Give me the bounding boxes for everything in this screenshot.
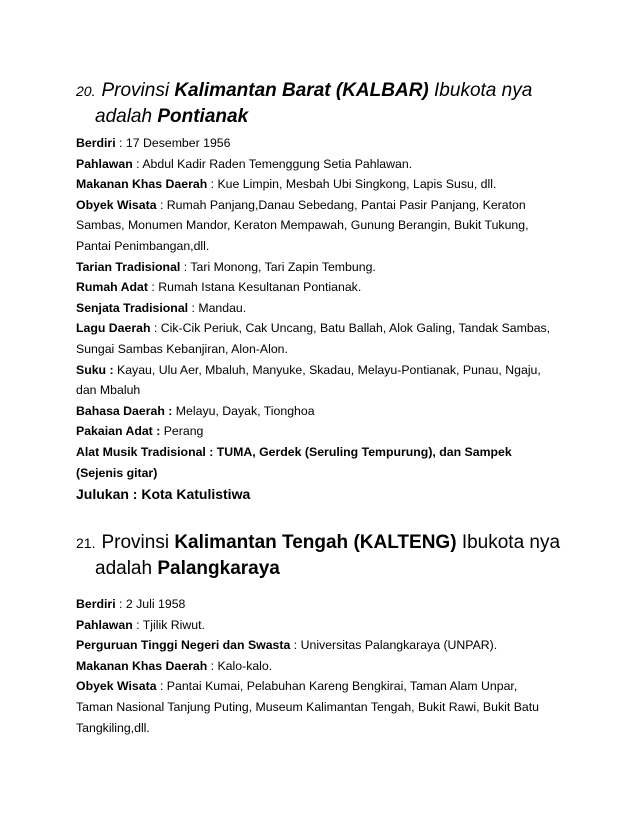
info-label: Lagu Daerah xyxy=(76,321,151,336)
info-value: Sungai Sambas Kebanjiran, Alon-Alon. xyxy=(76,341,288,356)
info-sep: : xyxy=(115,597,126,611)
info-line xyxy=(76,718,576,739)
section-20-line2-prefix: adalah xyxy=(95,106,153,127)
info-value: Kayau, Ulu Aer, Mbaluh, Manyuke, Skadau, Melayu-Pontianak, Punau, Ngaju, xyxy=(117,362,541,377)
info-value: Universitas Palangkaraya (UNPAR). xyxy=(300,638,498,653)
info-value: Kue Limpin, Mesbah Ubi Singkong, Lapis Susu, dll. xyxy=(217,177,497,192)
info-line xyxy=(76,401,576,422)
info-label: Senjata Tradisional xyxy=(76,300,189,315)
section-21-body xyxy=(76,594,576,738)
info-value: Taman Nasional Tanjung Puting, Museum Kalimantan Tengah, Bukit Rawi, Bukit Batu xyxy=(76,699,539,714)
section-21-capital-label: Ibukota nya xyxy=(461,532,561,553)
info-sep: : xyxy=(147,280,159,295)
section-21-line2-prefix: adalah xyxy=(95,558,153,579)
section-20-heading xyxy=(76,78,576,129)
info-line xyxy=(76,215,576,236)
info-line xyxy=(76,339,576,360)
info-line xyxy=(76,133,576,154)
info-value: Perang xyxy=(163,424,204,439)
info-value: dan Mbaluh xyxy=(76,383,141,398)
info-sep: : xyxy=(156,679,167,694)
info-sep: : xyxy=(188,300,199,315)
info-label: Obyek Wisata xyxy=(76,197,157,212)
info-line xyxy=(76,236,576,257)
info-sep: : xyxy=(290,638,301,653)
info-value: Tjilik Riwut. xyxy=(142,617,205,632)
info-value: 17 Desember 1956 xyxy=(125,136,231,150)
info-line xyxy=(76,298,576,319)
info-line xyxy=(76,380,576,401)
section-20-capital-label: Ibukota nya xyxy=(434,80,533,101)
info-label: Rumah Adat xyxy=(76,280,148,295)
info-line xyxy=(76,195,576,216)
info-value: Tangkiling,dll. xyxy=(76,720,150,735)
info-label: Berdiri xyxy=(76,597,116,611)
info-line xyxy=(76,697,576,718)
info-value: Pantai Penimbangan,dll. xyxy=(76,238,210,253)
info-sep: : xyxy=(115,136,126,150)
info-line xyxy=(76,421,576,442)
section-21-province-name: Kalimantan Tengah (KALTENG) xyxy=(174,532,457,553)
info-value: Pantai Kumai, Pelabuhan Kareng Bengkirai, Taman Alam Unpar, xyxy=(166,679,518,694)
alat-musik-line-continued: (Sejenis gitar) xyxy=(76,465,158,480)
section-21-heading-line2 xyxy=(76,556,576,581)
info-line xyxy=(76,257,576,278)
info-line xyxy=(76,174,576,195)
info-value: Sambas, Monumen Mandor, Keraton Mempawah, Gunung Berangin, Bukit Tukung, xyxy=(76,218,529,233)
info-line xyxy=(76,635,576,656)
info-label: Pahlawan xyxy=(76,156,133,171)
info-label: Perguruan Tinggi Negeri dan Swasta xyxy=(76,638,291,653)
section-20-capital: Pontianak xyxy=(157,106,249,127)
info-value: Abdul Kadir Raden Temenggung Setia Pahlawan. xyxy=(142,156,413,171)
info-label: Suku : xyxy=(76,362,114,377)
info-line xyxy=(76,360,576,381)
section-20-heading-line2 xyxy=(76,104,576,129)
info-sep: : xyxy=(180,259,191,274)
section-20-body xyxy=(76,133,576,505)
info-line xyxy=(76,676,576,697)
info-label: Berdiri xyxy=(76,136,116,150)
info-label: Pakaian Adat : xyxy=(76,424,161,439)
info-sep: : xyxy=(207,658,218,673)
info-sep: : xyxy=(207,177,218,192)
info-value: Cik-Cik Periuk, Cak Uncang, Batu Ballah, Alok Galing, Tandak Sambas, xyxy=(160,321,551,336)
info-label: Bahasa Daerah : xyxy=(76,403,173,418)
section-21-capital: Palangkaraya xyxy=(157,558,280,579)
info-line xyxy=(76,154,576,175)
section-21-number: 21. xyxy=(76,535,96,551)
info-line xyxy=(76,594,576,615)
section-20-lead: Provinsi xyxy=(101,80,170,101)
info-sep: : xyxy=(132,617,143,632)
info-line xyxy=(76,318,576,339)
info-label: Obyek Wisata xyxy=(76,679,157,694)
info-value: Kalo-kalo. xyxy=(217,658,273,673)
info-sep: : xyxy=(150,321,161,336)
info-label: Makanan Khas Daerah xyxy=(76,177,208,192)
info-line xyxy=(76,656,576,677)
info-label: Tarian Tradisional xyxy=(76,259,181,274)
info-value: Rumah Istana Kesultanan Pontianak. xyxy=(158,280,362,295)
info-line xyxy=(76,615,576,636)
julukan-line: Julukan : Kota Katulistiwa xyxy=(76,486,251,503)
info-value: Melayu, Dayak, Tionghoa xyxy=(175,403,315,418)
info-value: Mandau. xyxy=(198,300,247,315)
section-20-province-name: Kalimantan Barat (KALBAR) xyxy=(174,80,429,101)
alat-musik-line: Alat Musik Tradisional : TUMA, Gerdek (Seruling Tempurung), dan Sampek xyxy=(76,444,512,459)
info-line xyxy=(76,277,576,298)
info-sep: : xyxy=(156,197,167,212)
info-value: Tari Monong, Tari Zapin Tembung. xyxy=(190,259,376,274)
info-value: Rumah Panjang,Danau Sebedang, Pantai Pasir Panjang, Keraton xyxy=(166,197,526,212)
section-20-number: 20. xyxy=(76,83,96,99)
info-label: Makanan Khas Daerah xyxy=(76,658,208,673)
info-value: 2 Juli 1958 xyxy=(125,597,186,611)
section-21-lead: Provinsi xyxy=(101,532,170,553)
section-21-heading xyxy=(76,530,576,581)
info-sep: : xyxy=(132,156,143,171)
info-label: Pahlawan xyxy=(76,617,133,632)
